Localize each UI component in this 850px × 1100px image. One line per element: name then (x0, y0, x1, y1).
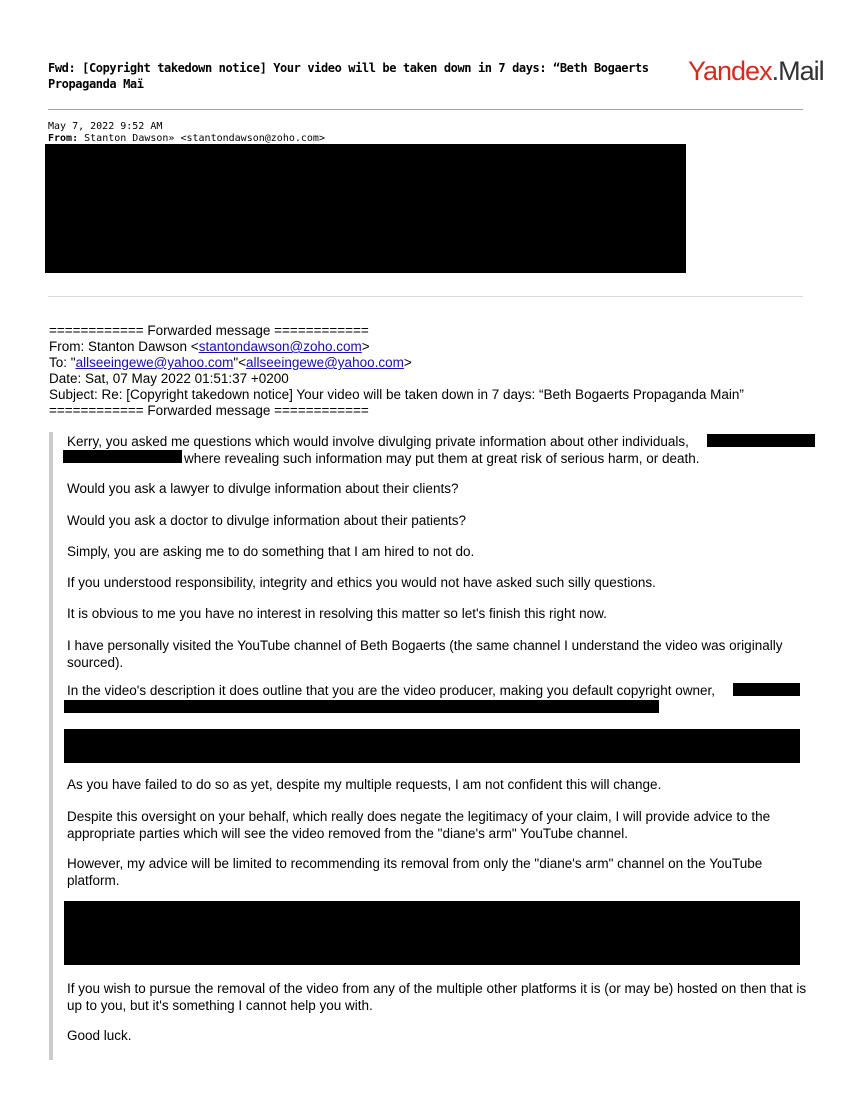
body-paragraph-12: If you wish to pursue the removal of the video from any of the multiple other platforms it is (or may be) hosted on then that is up to you, but it's something I cannot help you with. (67, 981, 807, 1013)
body-paragraph-1-line-a: Kerry, you asked me questions which would involve divulging private information about other individuals, (67, 434, 689, 449)
body-paragraph-13: Good luck. (67, 1028, 132, 1043)
from-value: Stanton Dawson» <stantondawson@zoho.com> (84, 133, 325, 144)
logo-brand: Yandex (688, 56, 772, 86)
redaction-block-2 (64, 901, 800, 965)
email-date: May 7, 2022 9:52 AM (48, 121, 163, 132)
redaction-inline-3 (733, 683, 800, 696)
redaction-inline-1 (707, 434, 815, 447)
forwarded-separator-start: ============ Forwarded message ============ (49, 323, 369, 338)
body-paragraph-3: Would you ask a doctor to divulge information about their patients? (67, 513, 466, 528)
body-paragraph-1-line-b: where revealing such information may put them at great risk of serious harm, or death. (184, 451, 700, 466)
forwarded-to: To: "allseeingewe@yahoo.com"<allseeingewe@yahoo.com> (49, 355, 412, 370)
logo-product: Mail (778, 56, 824, 86)
body-paragraph-6: It is obvious to me you have no interest in resolving this matter so let's finish this right now. (67, 606, 607, 621)
body-paragraph-5: If you understood responsibility, integrity and ethics you would not have asked such silly questions. (67, 575, 656, 590)
body-paragraph-7: I have personally visited the YouTube channel of Beth Bogaerts (the same channel I understand the video was originally sourced). (67, 638, 783, 670)
forwarded-date: Date: Sat, 07 May 2022 01:51:37 +0200 (49, 371, 289, 386)
redaction-block-header (45, 144, 686, 273)
header-divider (48, 109, 803, 110)
forwarded-to-email-link-1[interactable]: allseeingewe@yahoo.com (75, 355, 234, 370)
redaction-inline-2 (63, 450, 182, 463)
forwarded-separator-end: ============ Forwarded message ============ (49, 403, 369, 418)
body-paragraph-2: Would you ask a lawyer to divulge information about their clients? (67, 481, 459, 496)
from-label: From: (48, 133, 79, 144)
redaction-inline-4 (64, 700, 659, 713)
quote-bar (49, 432, 53, 1060)
forwarded-from: From: Stanton Dawson <stantondawson@zoho.com> (49, 339, 370, 354)
email-subject: Fwd: [Copyright takedown notice] Your video will be taken down in 7 days: “Beth Bogaerts Propaganda Maï (48, 61, 649, 91)
email-meta (48, 121, 325, 145)
body-paragraph-11: However, my advice will be limited to recommending its removal from only the "diane's arm" channel on the YouTube platform. (67, 856, 763, 888)
body-paragraph-9: As you have failed to do so as yet, despite my multiple requests, I am not confident this will change. (67, 777, 662, 792)
forwarded-header (49, 323, 744, 419)
redaction-block-1 (64, 729, 800, 763)
body-paragraph-8: In the video's description it does outline that you are the video producer, making you default copyright owner, (67, 683, 715, 698)
yandex-mail-logo (688, 56, 824, 87)
body-divider (48, 296, 803, 297)
logo-dot: . (771, 56, 779, 86)
body-paragraph-10: Despite this oversight on your behalf, which really does negate the legitimacy of your claim, I will provide advice to the appropriate parties which will see the video removed from the "diane's arm" YouTube channel. (67, 809, 771, 841)
forwarded-to-email-link-2[interactable]: allseeingewe@yahoo.com (246, 355, 404, 370)
body-paragraph-4: Simply, you are asking me to do something that I am hired to not do. (67, 544, 475, 559)
forwarded-from-email-link[interactable]: stantondawson@zoho.com (198, 339, 362, 354)
forwarded-subject: Subject: Re: [Copyright takedown notice] Your video will be taken down in 7 days: “Beth Bogaerts Propaganda Main” (49, 387, 744, 402)
